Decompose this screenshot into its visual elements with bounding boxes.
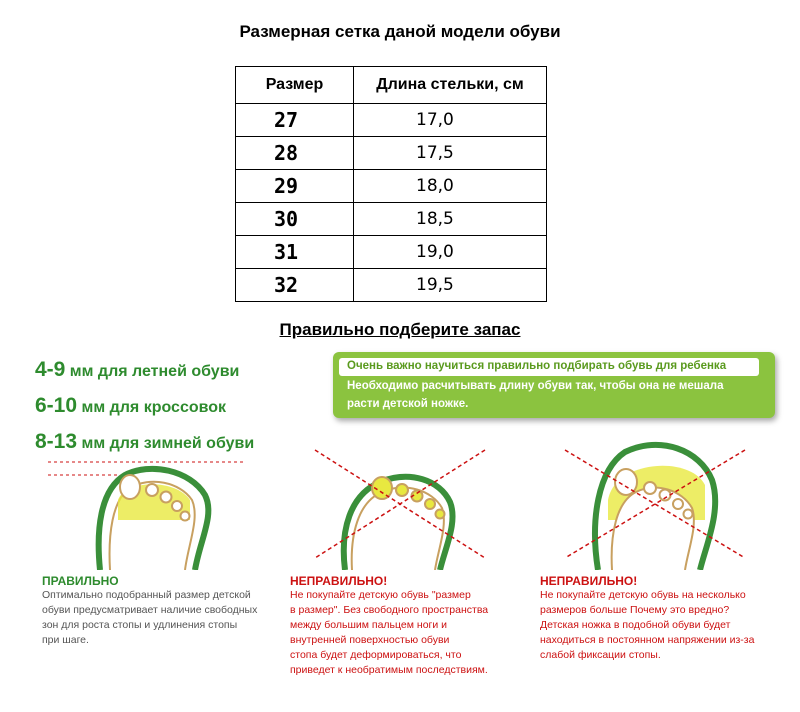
feet-illustrations xyxy=(0,440,800,570)
table-row xyxy=(236,269,547,302)
toe xyxy=(644,482,656,494)
caption-correct xyxy=(42,574,277,648)
size-cell: 32 xyxy=(236,269,354,302)
allowance-text: мм для кроссовок xyxy=(77,399,227,416)
wrong-exact-size-illustration xyxy=(315,450,485,570)
toe xyxy=(436,510,445,519)
banner-line-2: Необходимо расчитывать длину обуви так, чтобы она не мешала xyxy=(347,380,724,392)
allowance-range: 4-9 xyxy=(35,358,66,381)
table-row xyxy=(236,236,547,269)
table-row xyxy=(236,137,547,170)
size-cell: 31 xyxy=(236,236,354,269)
caption-wrong-exact-body: Не покупайте детскую обувь "размер в размер". Без свободного пространства между большим пальцем ноги и внутренней поверхностью обуви стопа будет деформироваться, что приведет к необратимым последствиям. xyxy=(290,589,489,676)
caption-correct-title: ПРАВИЛЬНО xyxy=(42,574,119,588)
size-cell: 30 xyxy=(236,203,354,236)
wrong-too-large-illustration xyxy=(565,445,745,570)
size-cell: 27 xyxy=(236,104,354,137)
table-row xyxy=(236,104,547,137)
toe xyxy=(425,499,435,509)
table-row xyxy=(236,170,547,203)
size-table xyxy=(235,66,547,302)
page-title: Размерная сетка даной модели обуви xyxy=(239,22,561,41)
toe xyxy=(146,484,158,496)
correct-foot-illustration xyxy=(48,462,245,570)
banner-line-3: расти детской ножке. xyxy=(347,398,469,410)
header-size: Размер xyxy=(236,67,354,104)
length-cell: 18,0 xyxy=(354,170,547,203)
caption-wrong-large-title: НЕПРАВИЛЬНО! xyxy=(540,574,638,588)
length-cell: 17,0 xyxy=(354,104,547,137)
info-banner xyxy=(333,352,775,418)
toe xyxy=(181,512,190,521)
table-header-row xyxy=(236,67,547,104)
allowance-text: мм для летней обуви xyxy=(65,363,240,380)
header-length: Длина стельки, см xyxy=(354,67,547,104)
toe xyxy=(172,501,182,511)
toe xyxy=(673,499,683,509)
caption-wrong-large xyxy=(540,574,790,663)
allowance-sneakers xyxy=(35,394,226,418)
big-toe xyxy=(120,475,140,499)
toe xyxy=(684,510,693,519)
length-cell: 18,5 xyxy=(354,203,547,236)
caption-wrong-large-body: Не покупайте детскую обувь на несколько размеров больше Почему это вредно? Детская ножка в подобной обуви будет находиться в постоянном напряжении из-за слабой фиксации стопы. xyxy=(540,589,755,661)
allowance-text: мм для зимней обуви xyxy=(77,435,255,452)
caption-wrong-exact-title: НЕПРАВИЛЬНО! xyxy=(290,574,388,588)
section-subtitle: Правильно подберите запас xyxy=(279,320,521,339)
caption-correct-body: Оптимально подобранный размер детской обуви предусматривает наличие свободных зон для роста стопы и удлинения стопы при шаге. xyxy=(42,589,258,646)
allowance-range: 8-13 xyxy=(35,430,78,453)
caption-wrong-exact xyxy=(290,574,530,678)
allowance-range: 6-10 xyxy=(35,394,78,417)
table-row xyxy=(236,203,547,236)
length-cell: 19,0 xyxy=(354,236,547,269)
length-cell: 17,5 xyxy=(354,137,547,170)
toe xyxy=(161,492,172,503)
banner-line-1: Очень важно научиться правильно подбирать обувь для ребенка xyxy=(347,360,727,372)
allowance-summer xyxy=(35,358,239,382)
size-cell: 29 xyxy=(236,170,354,203)
length-cell: 19,5 xyxy=(354,269,547,302)
size-cell: 28 xyxy=(236,137,354,170)
toe xyxy=(396,484,408,496)
